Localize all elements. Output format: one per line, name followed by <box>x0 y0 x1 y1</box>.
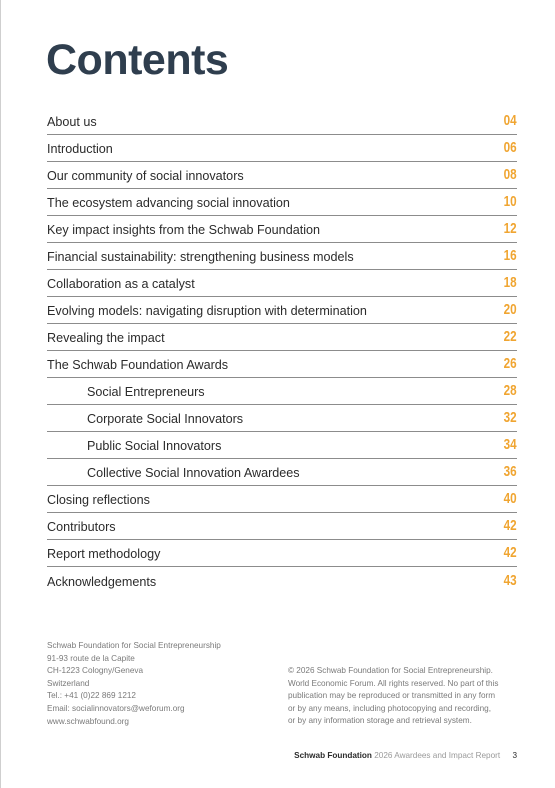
toc-entry[interactable] <box>47 135 517 162</box>
toc-entry-label: Collaboration as a catalyst <box>47 277 195 291</box>
footer-brand: Schwab Foundation <box>294 751 372 760</box>
page-edge-line <box>0 0 1 788</box>
toc-entry[interactable] <box>47 405 517 432</box>
toc-entry-label: Social Entrepreneurs <box>87 385 205 399</box>
address-line: Email: socialinnovators@weforum.org <box>47 703 185 713</box>
toc-entry-page-number: 43 <box>503 572 517 589</box>
toc-entry-page-number: 18 <box>503 274 517 291</box>
page-title: Contents <box>46 36 229 84</box>
toc-entry-label: Introduction <box>47 142 113 156</box>
copyright-line: publication may be reproduced or transmitted in any form <box>288 691 496 701</box>
toc-entry-page-number: 26 <box>503 355 517 372</box>
toc-entry[interactable] <box>47 378 517 405</box>
toc-entry[interactable] <box>47 567 517 594</box>
toc-entry-page-number: 06 <box>503 139 517 156</box>
toc-entry-label: Key impact insights from the Schwab Foundation <box>47 223 321 237</box>
address-line: Tel.: +41 (0)22 869 1212 <box>47 691 136 701</box>
toc-entry-page-number: 40 <box>503 490 517 507</box>
toc-entry-page-number: 16 <box>503 247 517 264</box>
toc-entry-label: Contributors <box>47 520 116 534</box>
toc-entry[interactable] <box>47 243 517 270</box>
toc-entry-page-number: 08 <box>503 166 517 183</box>
copyright-line: World Economic Forum. All rights reserved. No part of this <box>288 678 499 688</box>
address-line: Switzerland <box>47 678 90 688</box>
toc-entry-page-number: 42 <box>503 544 517 561</box>
toc-entry-label: About us <box>47 115 97 129</box>
toc-entry[interactable] <box>47 216 517 243</box>
toc-entry[interactable] <box>47 486 517 513</box>
toc-entry-label: The Schwab Foundation Awards <box>47 358 229 372</box>
toc-entry-page-number: 28 <box>503 382 517 399</box>
toc-entry[interactable] <box>47 324 517 351</box>
copyright-line: or by any means, including photocopying and recording, <box>288 703 491 713</box>
toc-entry-page-number: 34 <box>503 436 517 453</box>
copyright-line: or by any information storage and retrieval system. <box>288 716 472 726</box>
toc-entry[interactable] <box>47 513 517 540</box>
toc-entry-label: Acknowledgements <box>47 575 157 589</box>
address-line: 91-93 route de la Capite <box>47 653 135 663</box>
toc-entry-page-number: 22 <box>503 328 517 345</box>
toc-entry[interactable] <box>47 540 517 567</box>
address-line: CH-1223 Cologny/Geneva <box>47 666 144 676</box>
footer-page-number: 3 <box>512 751 517 760</box>
copyright-line: © 2026 Schwab Foundation for Social Entrepreneurship. <box>288 666 493 675</box>
toc-entry-page-number: 10 <box>503 193 517 210</box>
toc-entry[interactable] <box>47 162 517 189</box>
copyright-notice <box>288 665 518 728</box>
toc-entry-page-number: 32 <box>503 409 517 426</box>
toc-entry-label: Closing reflections <box>47 493 150 507</box>
toc-entry-label: Public Social Innovators <box>87 439 222 453</box>
toc-entry-label: Report methodology <box>47 547 161 561</box>
contact-address-block <box>47 640 221 728</box>
table-of-contents <box>47 108 517 594</box>
toc-entry[interactable] <box>47 297 517 324</box>
toc-entry[interactable] <box>47 351 517 378</box>
toc-entry-label: Evolving models: navigating disruption with determination <box>47 304 367 318</box>
toc-entry-page-number: 42 <box>503 517 517 534</box>
footer-report-title: 2026 Awardees and Impact Report <box>374 751 501 760</box>
toc-entry[interactable] <box>47 189 517 216</box>
toc-entry-page-number: 36 <box>503 463 517 480</box>
toc-entry-page-number: 04 <box>503 112 517 129</box>
toc-entry-label: Corporate Social Innovators <box>87 412 244 426</box>
address-line: Schwab Foundation for Social Entrepreneurship <box>47 641 221 650</box>
toc-entry-label: Revealing the impact <box>47 331 165 345</box>
toc-entry[interactable] <box>47 108 517 135</box>
toc-entry[interactable] <box>47 459 517 486</box>
toc-entry-label: The ecosystem advancing social innovation <box>47 196 290 210</box>
toc-entry[interactable] <box>47 432 517 459</box>
toc-entry-label: Collective Social Innovation Awardees <box>87 466 300 480</box>
toc-entry-label: Our community of social innovators <box>47 169 244 183</box>
page-footer <box>294 751 517 760</box>
toc-entry[interactable] <box>47 270 517 297</box>
toc-entry-page-number: 20 <box>503 301 517 318</box>
address-line: www.schwabfound.org <box>47 716 129 726</box>
toc-entry-label: Financial sustainability: strengthening business models <box>47 250 354 264</box>
toc-entry-page-number: 12 <box>503 220 517 237</box>
